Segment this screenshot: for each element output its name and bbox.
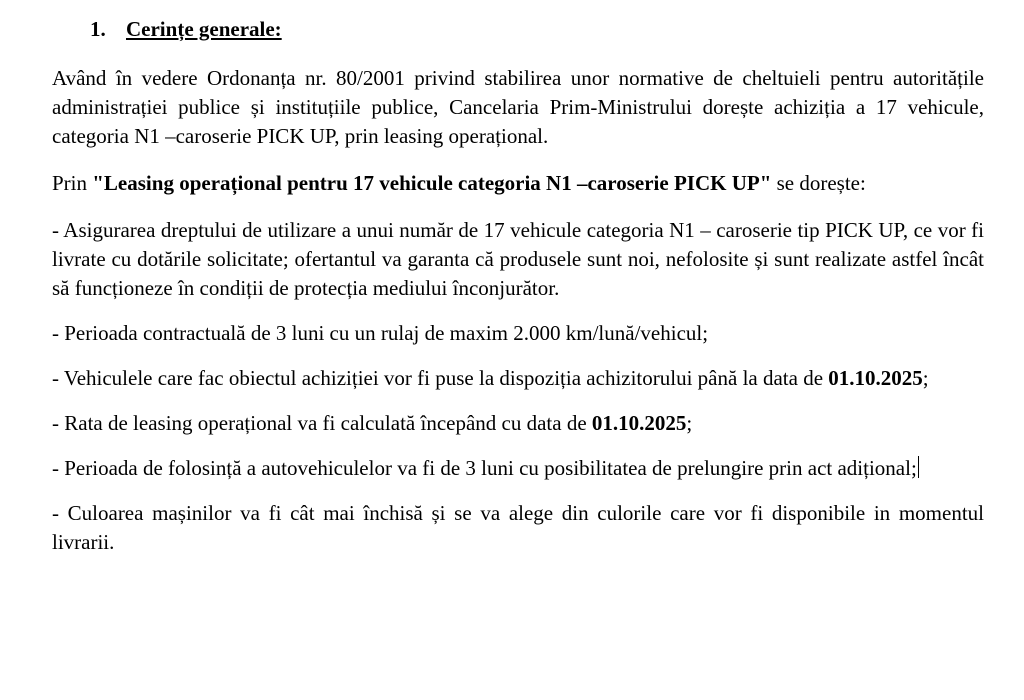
section-title: Cerințe generale: [126, 17, 282, 41]
requirement-delivery-date[interactable] [52, 364, 984, 393]
prin-prefix: Prin [52, 171, 93, 195]
requirement-vehicle-color[interactable]: - Culoarea mașinilor va fi cât mai închisă și se va alege din culorile care vor fi disponibile in momentul livrarii. [52, 501, 984, 554]
section-number: 1. [90, 17, 106, 41]
requirement-leasing-rate[interactable] [52, 409, 984, 438]
text-cursor [918, 456, 919, 478]
requirement-contract-period[interactable]: - Perioada contractuală de 3 luni cu un rulaj de maxim 2.000 km/lună/vehicul; [52, 321, 709, 345]
leasing-rate-text: - Rata de leasing operațional va fi calculată începând cu data de [52, 411, 592, 435]
procurement-title: "Leasing operațional pentru 17 vehicule categoria N1 –caroserie PICK UP" [92, 171, 772, 195]
delivery-text: - Vehiculele care fac obiectul achiziției vor fi puse la dispoziția achizitorului până la data de [52, 366, 829, 390]
requirement-usage-rights[interactable]: - Asigurarea dreptului de utilizare a unui număr de 17 vehicule categoria N1 – caroserie tip PICK UP, ce vor fi livrate cu dotările solicitate; ofertantul va garanta că produsele sunt noi, nefolosite și sunt realizate astfel încât să funcționeze în condiții de protecția mediului înconjurător. [52, 218, 984, 300]
intro-paragraph[interactable]: Având în vedere Ordonanța nr. 80/2001 privind stabilirea unor normative de cheltuieli pentru autoritățile administrației publice și instituțiile publice, Cancelaria Prim-Ministrului dorește achiziția a 17 vehicule, categoria N1 –caroserie PICK UP, prin leasing operațional. [52, 66, 984, 148]
delivery-end: ; [922, 366, 929, 390]
prin-suffix: se dorește: [771, 171, 866, 195]
requirement-usage-period[interactable] [52, 454, 984, 483]
leasing-rate-end: ; [686, 411, 693, 435]
document-page [52, 14, 984, 557]
leasing-scope-paragraph[interactable] [52, 169, 984, 198]
delivery-date: 01.10.2025 [828, 366, 923, 390]
leasing-rate-date: 01.10.2025 [591, 411, 687, 435]
usage-period-text: - Perioada de folosință a autovehiculelor va fi de 3 luni cu posibilitatea de prelungire prin act adițional; [52, 456, 917, 480]
section-heading [90, 14, 984, 44]
